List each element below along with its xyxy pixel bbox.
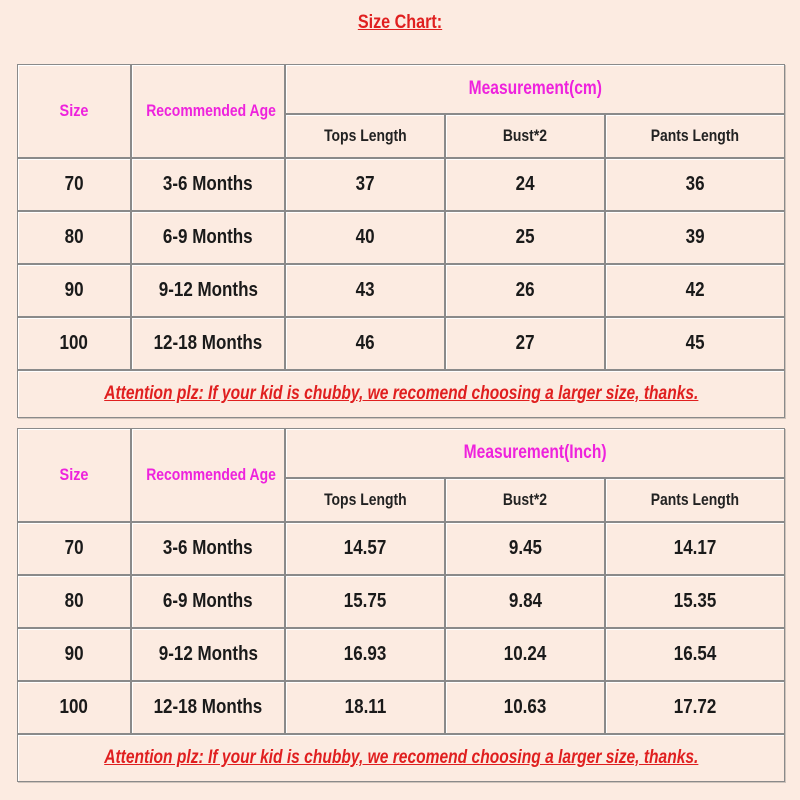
cell-pants-length: 17.72 (673, 696, 717, 718)
cell-bust: 10.63 (503, 696, 547, 718)
cell-tops-length: 46 (355, 332, 375, 354)
cell-bust: 9.45 (508, 537, 542, 559)
subheader-bust: Bust*2 (502, 126, 548, 145)
cell-size: 70 (64, 537, 84, 559)
cell-size: 90 (64, 279, 84, 301)
cell-bust: 25 (515, 226, 535, 248)
cell-tops-length: 18.11 (344, 696, 386, 718)
cell-size: 90 (64, 643, 84, 665)
cell-bust: 9.84 (508, 590, 542, 612)
cell-age: 9-12 Months (158, 279, 258, 301)
subheader-pants-length: Pants Length (650, 126, 740, 145)
header-recommended-age: Recommended Age (146, 465, 276, 484)
cell-tops-length: 15.75 (343, 590, 387, 612)
header-measurement-cell (285, 428, 785, 478)
cell-pants-length: 15.35 (673, 590, 717, 612)
header-age-cell (131, 428, 285, 522)
attention-note-cell (17, 734, 785, 782)
table-row (17, 211, 785, 264)
cell-age: 6-9 Months (163, 226, 253, 248)
cell-tops-length: 16.93 (343, 643, 387, 665)
cell-age: 3-6 Months (163, 173, 253, 195)
cell-size: 100 (59, 696, 89, 718)
page-title: Size Chart: (357, 12, 443, 33)
subheader-tops-length: Tops Length (323, 490, 407, 509)
attention-note: Attention plz: If your kid is chubby, we recomend choosing a larger size, thanks. (103, 747, 699, 768)
table-row (17, 158, 785, 211)
table-row (17, 575, 785, 628)
subheader-bust: Bust*2 (502, 490, 548, 509)
header-measurement-cm: Measurement(cm) (468, 78, 602, 99)
cell-size: 70 (64, 173, 84, 195)
cell-age: 6-9 Months (163, 590, 253, 612)
cell-bust: 26 (515, 279, 535, 301)
attention-note-cell (17, 370, 785, 418)
header-size: Size (59, 465, 89, 484)
size-table-inch (17, 428, 785, 782)
table-row (17, 317, 785, 370)
attention-note: Attention plz: If your kid is chubby, we recomend choosing a larger size, thanks. (103, 383, 699, 404)
subheader-tops-cell (285, 114, 445, 158)
cell-age: 9-12 Months (158, 643, 258, 665)
header-measurement-cell (285, 64, 785, 114)
header-measurement-inch: Measurement(Inch) (463, 442, 607, 463)
cell-pants-length: 14.17 (673, 537, 717, 559)
header-size: Size (59, 101, 89, 120)
subheader-pants-length: Pants Length (650, 490, 740, 509)
cell-size: 100 (59, 332, 89, 354)
cell-age: 12-18 Months (153, 332, 263, 354)
table-row (17, 628, 785, 681)
subheader-bust-cell (445, 478, 605, 522)
cell-size: 80 (64, 226, 84, 248)
header-age-cell (131, 64, 285, 158)
subheader-tops-cell (285, 478, 445, 522)
subheader-pants-cell (605, 478, 785, 522)
header-size-cell (17, 428, 131, 522)
size-table-cm (17, 64, 785, 418)
subheader-tops-length: Tops Length (323, 126, 407, 145)
cell-tops-length: 14.57 (343, 537, 387, 559)
cell-pants-length: 45 (685, 332, 705, 354)
cell-pants-length: 42 (685, 279, 705, 301)
cell-tops-length: 40 (355, 226, 375, 248)
header-recommended-age: Recommended Age (146, 101, 276, 120)
header-size-cell (17, 64, 131, 158)
cell-pants-length: 16.54 (673, 643, 717, 665)
cell-pants-length: 39 (685, 226, 705, 248)
cell-age: 12-18 Months (153, 696, 263, 718)
cell-size: 80 (64, 590, 84, 612)
cell-tops-length: 37 (355, 173, 375, 195)
cell-bust: 27 (515, 332, 535, 354)
table-row (17, 264, 785, 317)
cell-bust: 10.24 (503, 643, 547, 665)
cell-bust: 24 (515, 173, 535, 195)
subheader-bust-cell (445, 114, 605, 158)
cell-pants-length: 36 (685, 173, 705, 195)
cell-tops-length: 43 (355, 279, 375, 301)
table-row (17, 522, 785, 575)
subheader-pants-cell (605, 114, 785, 158)
cell-age: 3-6 Months (163, 537, 253, 559)
table-row (17, 681, 785, 734)
